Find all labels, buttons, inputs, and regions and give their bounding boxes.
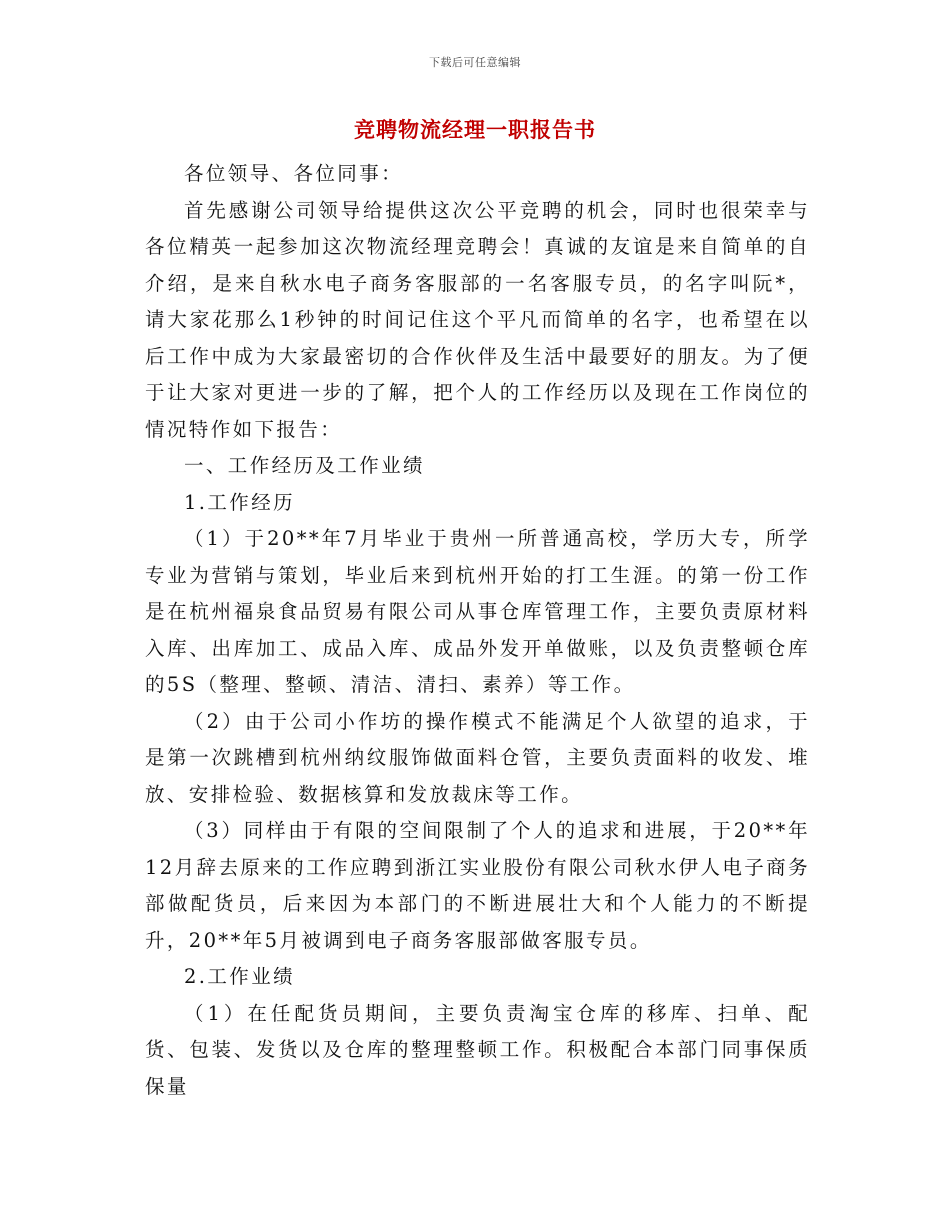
paragraph-experience-2: （2）由于公司小作坊的操作模式不能满足个人欲望的追求，于是第一次跳槽到杭州纳纹服饰做面料仓管，主要负责面料的收发、堆放、安排检验、数据核算和发放裁床等工作。 [145, 709, 810, 806]
section-heading-work: 一、工作经历及工作业绩 [184, 454, 425, 477]
subheading-work-achievements: 2.工作业绩 [184, 965, 296, 988]
document-title: 竞聘物流经理一职报告书 [354, 117, 596, 142]
header-note: 下载后可任意编辑 [429, 56, 521, 69]
paragraph-greeting: 各位领导、各位同事： [184, 162, 404, 185]
document-body [145, 156, 810, 1105]
paragraph-achievement-1: （1）在任配货员期间，主要负责淘宝仓库的移库、扫单、配货、包装、发货以及仓库的整理整顿工作。积极配合本部门同事保质保量 [145, 1001, 810, 1098]
paragraph-introduction: 首先感谢公司领导给提供这次公平竞聘的机会，同时也很荣幸与各位精英一起参加这次物流经理竞聘会！真诚的友谊是来自简单的自介绍，是来自秋水电子商务客服部的一名客服专员，的名字叫阮*，请大家花那么1秒钟的时间记住这个平凡而简单的名字，也希望在以后工作中成为大家最密切的合作伙伴及生活中最要好的朋友。为了便于让大家对更进一步的了解，把个人的工作经历以及现在工作岗位的情况特作如下报告： [145, 198, 810, 441]
paragraph-experience-1: （1）于20**年7月毕业于贵州一所普通高校，学历大专，所学专业为营销与策划，毕业后来到杭州开始的打工生涯。的第一份工作是在杭州福泉食品贸易有限公司从事仓库管理工作，主要负责原材料入库、出库加工、成品入库、成品外发开单做账，以及负责整顿仓库的5S（整理、整顿、清洁、清扫、素养）等工作。 [145, 527, 810, 696]
subheading-work-experience: 1.工作经历 [184, 490, 296, 514]
paragraph-experience-3: （3）同样由于有限的空间限制了个人的追求和进展，于20**年12月辞去原来的工作应聘到浙江实业股份有限公司秋水伊人电子商务部做配货员，后来因为本部门的不断进展壮大和个人能力的不断提升，20**年5月被调到电子商务客服部做客服专员。 [145, 819, 810, 952]
